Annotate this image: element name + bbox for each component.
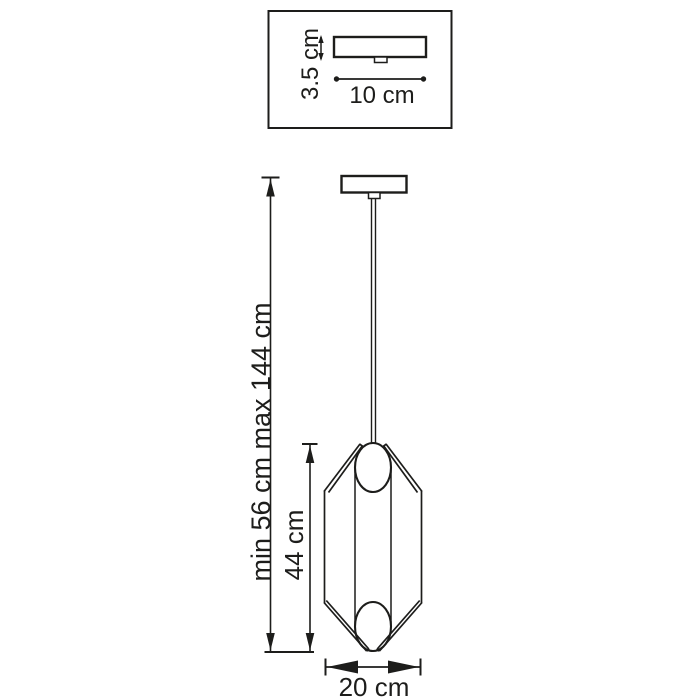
arrow-down-icon: [306, 633, 315, 651]
canopy-height-dimension: [297, 28, 324, 100]
pendant-main-view: [246, 176, 422, 700]
dim-end-dot: [421, 76, 426, 81]
arrow-up-icon: [306, 446, 315, 464]
shade-height-label: 44 cm: [279, 509, 309, 581]
plate-connector: [369, 193, 381, 199]
canopy-detail-inset: [269, 11, 452, 128]
shade-width-dimension: [326, 659, 421, 700]
arrow-up-icon: [266, 179, 275, 197]
canopy-height-label: 3.5 cm: [297, 27, 324, 101]
suspension-rod: [372, 199, 376, 444]
inset-frame: [269, 11, 452, 128]
overall-height-label: min 56 cm max 144 cm: [246, 302, 276, 582]
canopy-width-label: 10 cm: [349, 82, 415, 109]
ceiling-plate: [342, 176, 407, 193]
canopy-mount-tab: [375, 57, 388, 63]
lamp-shade-frame: [324, 443, 422, 651]
shade-height-dimension: [279, 444, 318, 652]
glass-sphere-top: [355, 443, 391, 492]
canopy-top-view: [334, 37, 426, 57]
arrow-down-icon: [266, 633, 275, 651]
shade-width-label: 20 cm: [338, 672, 410, 700]
dim-end-dot: [334, 76, 339, 81]
